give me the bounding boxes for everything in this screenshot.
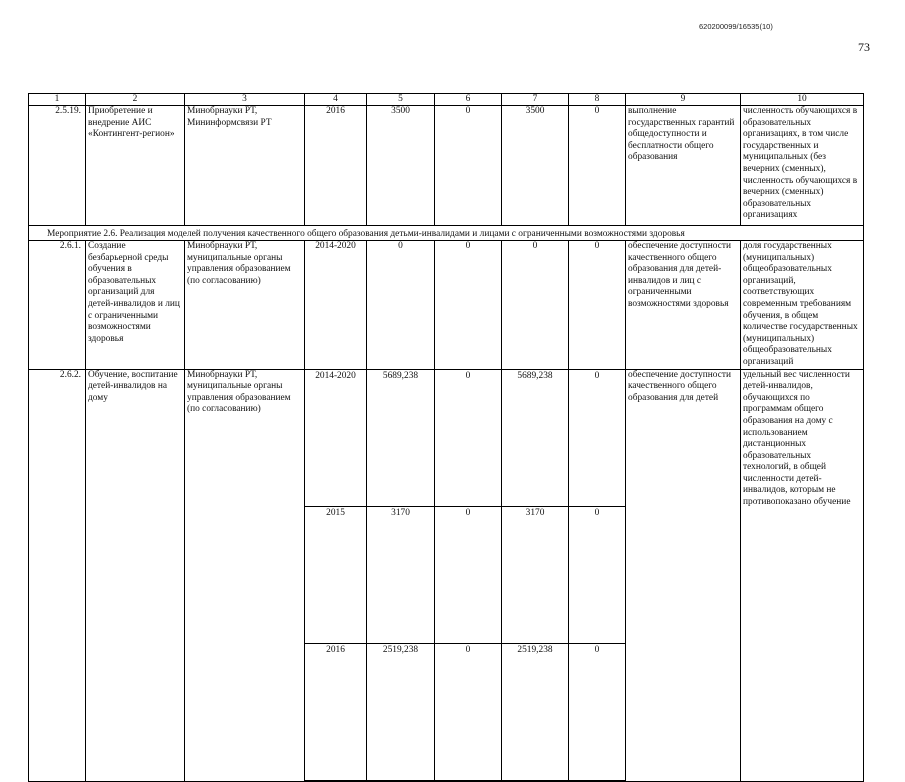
section-row xyxy=(29,226,864,241)
expected-result: обеспечение доступности качественного общего образования для детей xyxy=(626,369,741,781)
page-number: 73 xyxy=(858,40,870,54)
header-cell: 10 xyxy=(741,94,864,106)
funding-col7: 3170 xyxy=(502,506,568,643)
row-number: 2.5.19. xyxy=(29,106,86,226)
funding-total: 3500 xyxy=(367,106,435,226)
funding-col6: 0 xyxy=(435,241,502,370)
header-cell: 6 xyxy=(435,94,502,106)
period: 2016 xyxy=(305,106,367,226)
funding-col8: 0 xyxy=(569,106,626,226)
row-number: 2.6.2. xyxy=(29,369,86,781)
funding-col8: 0 xyxy=(569,643,625,780)
row-number: 2.6.1. xyxy=(29,241,86,370)
funding-col7: 3500 xyxy=(502,106,569,226)
funding-total: 5689,238 xyxy=(367,370,434,507)
header-cell: 1 xyxy=(29,94,86,106)
document-id: 620200099/16535(10) xyxy=(699,22,773,31)
measure-name: Приобретение и внедрение АИС «Контингент-регион» xyxy=(86,106,185,226)
funding-col6: 0 xyxy=(435,643,501,780)
header-cell: 4 xyxy=(305,94,367,106)
period: 2015 xyxy=(305,506,366,643)
measure-name: Обучение, воспитание детей-инвалидов на дому xyxy=(86,369,185,781)
program-table xyxy=(28,93,864,782)
expected-result: обеспечение доступности качественного общего образования для детей-инвалидов и лиц с ограниченными возможностями здоровья xyxy=(626,241,741,370)
funding-col6: 0 xyxy=(435,370,501,507)
executor: Минобрнауки РТ, муниципальные органы управления образованием (по согласованию) xyxy=(185,369,305,781)
header-cell: 7 xyxy=(502,94,569,106)
period-cell xyxy=(305,369,367,781)
header-cell: 8 xyxy=(569,94,626,106)
funding-total-cell xyxy=(367,369,435,781)
funding-col8: 0 xyxy=(569,370,625,507)
funding-col7: 5689,238 xyxy=(502,370,568,507)
section-title: Мероприятие 2.6. Реализация моделей получения качественного общего образования детьми-инвалидами и лицами с ограниченными возможностями здоровья xyxy=(29,226,864,241)
executor: Минобрнауки РТ, Мининформсвязи РТ xyxy=(185,106,305,226)
header-cell: 2 xyxy=(86,94,185,106)
table-row xyxy=(29,106,864,226)
header-cell: 9 xyxy=(626,94,741,106)
indicator: удельный вес численности детей-инвалидов, обучающихся по программам общего образования на дому с использованием дистанционных образовательных технологий, в общей численности детей-инвалидов, которым не противопоказано обучение xyxy=(741,369,864,781)
funding-col7: 0 xyxy=(502,241,569,370)
funding-col8: 0 xyxy=(569,506,625,643)
funding-total: 3170 xyxy=(367,506,434,643)
indicator: доля государственных (муниципальных) общеобразовательных организаций, соответствующих современным требованиям обучения, в общем количестве государственных (муниципальных) общеобразовательных организаций xyxy=(741,241,864,370)
table-row xyxy=(29,241,864,370)
funding-col7: 2519,238 xyxy=(502,643,568,780)
table-row xyxy=(29,369,864,781)
funding-col8-cell xyxy=(569,369,626,781)
header-row xyxy=(29,94,864,106)
funding-col6: 0 xyxy=(435,106,502,226)
funding-total: 2519,238 xyxy=(367,643,434,780)
header-cell: 5 xyxy=(367,94,435,106)
expected-result: выполнение государственных гарантий общедоступности и бесплатности общего образования xyxy=(626,106,741,226)
indicator: численность обучающихся в образовательных организациях, в том числе государственных и муниципальных (без вечерних (сменных), численность обучающихся в вечерних (сменных) образовательных организациях xyxy=(741,106,864,226)
funding-col6-cell xyxy=(435,369,502,781)
period: 2016 xyxy=(305,643,366,780)
measure-name: Создание безбарьерной среды обучения в образовательных организаций для детей-инвалидов и лиц с ограниченными возможностями здоровья xyxy=(86,241,185,370)
header-cell: 3 xyxy=(185,94,305,106)
period: 2014-2020 xyxy=(305,370,366,507)
funding-col8: 0 xyxy=(569,241,626,370)
executor: Минобрнауки РТ, муниципальные органы управления образованием (по согласованию) xyxy=(185,241,305,370)
funding-col7-cell xyxy=(502,369,569,781)
period: 2014-2020 xyxy=(305,241,367,370)
funding-total: 0 xyxy=(367,241,435,370)
funding-col6: 0 xyxy=(435,506,501,643)
